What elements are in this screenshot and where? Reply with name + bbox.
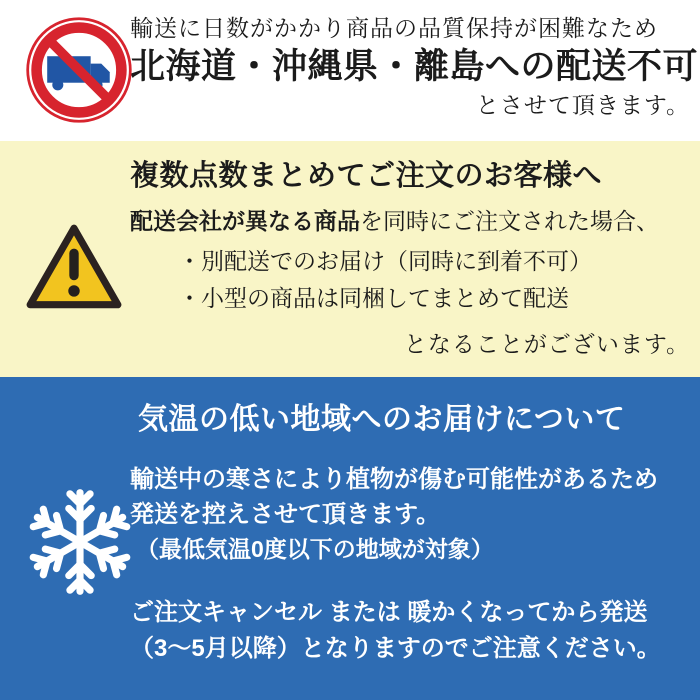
section-multi-order: [0, 141, 700, 377]
warning-triangle-icon: [23, 221, 125, 315]
multi-order-heading: 複数点数まとめてご注文のお客様へ: [130, 160, 603, 192]
multi-order-bullet-list: [178, 243, 690, 317]
no-delivery-suffix: とさせて頂きます。: [475, 92, 690, 118]
cold-region-body-note: （最低気温0度以下の地域が対象）: [136, 536, 494, 562]
cold-region-text-block: [130, 377, 690, 667]
no-delivery-intro: 輸送に日数がかかり商品の品質保持が困難なため: [130, 15, 658, 41]
multi-order-lead-rest: を同時にご注文された場合、: [360, 208, 659, 234]
cold-region-body-line1: 輸送中の寒さにより植物が傷む可能性があるため: [130, 466, 658, 493]
section-no-delivery: [0, 0, 700, 141]
cold-region-footer-line2: （3～5月以降）となりますのでご注意ください。: [130, 635, 661, 662]
multi-order-text-block: [130, 141, 690, 360]
snowflake-icon: [24, 481, 136, 603]
multi-order-suffix: となることがございます。: [403, 331, 690, 357]
cold-region-footer-line1: ご注文キャンセル または 暖かくなってから発送: [130, 599, 648, 626]
multi-order-bullet-1: ・別配送でのお届け（同時に到着不可）: [178, 248, 592, 274]
multi-order-lead: [130, 205, 690, 238]
no-truck-sign-icon: [26, 17, 132, 123]
multi-order-bullet-2: ・小型の商品は同梱してまとめて配送: [178, 285, 569, 311]
cold-region-body-line2: 発送を控えさせて頂きます。: [130, 501, 441, 528]
multi-order-lead-bold: 配送会社が異なる商品: [130, 208, 360, 234]
no-delivery-headline: 北海道・沖縄県・離島への配送不可: [130, 47, 699, 86]
section-cold-region: [0, 377, 700, 700]
cold-region-heading: 気温の低い地域へのお届けについて: [138, 403, 626, 436]
no-delivery-text-block: [130, 0, 699, 121]
